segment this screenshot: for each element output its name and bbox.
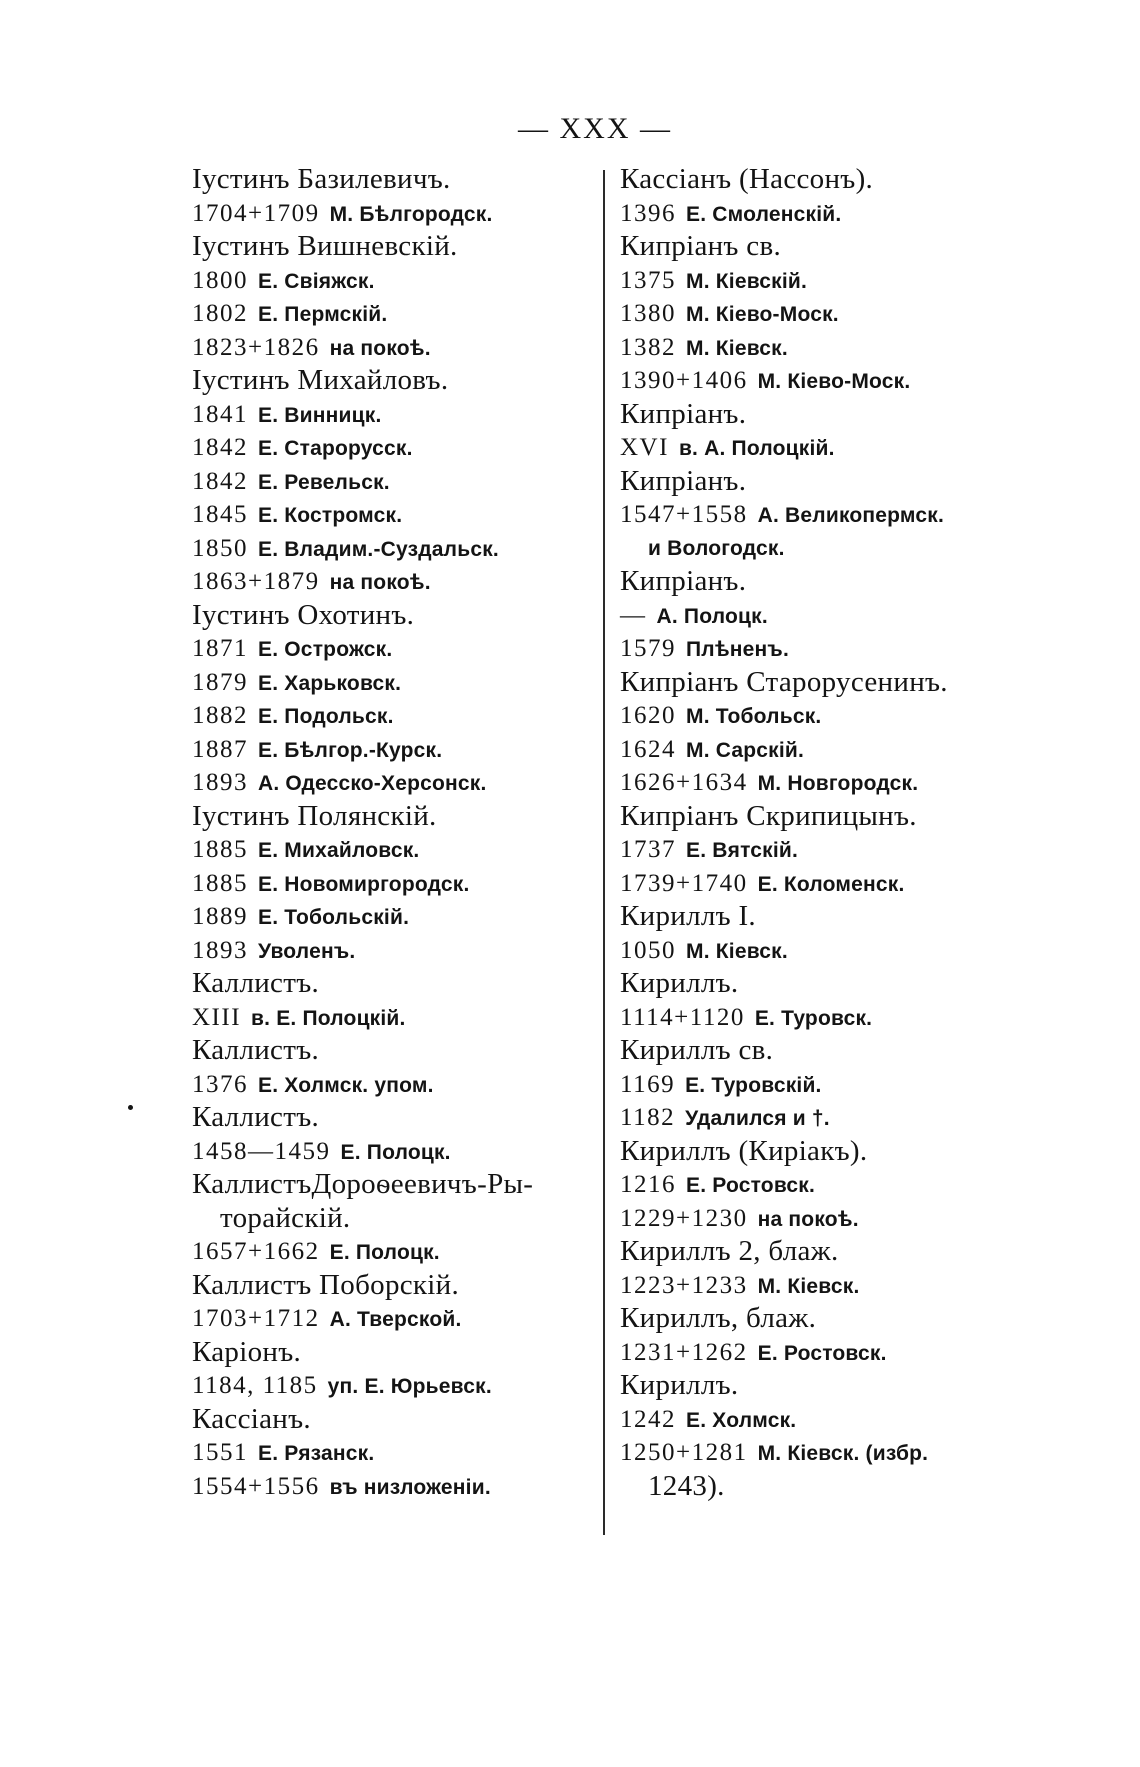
- entry-year: 1380: [620, 300, 676, 327]
- entry-year: 1223+1233: [620, 1271, 748, 1299]
- entry-detail: Е. Рязанск.: [258, 1442, 375, 1465]
- entry-detail: в. Е. Полоцкій.: [251, 1006, 406, 1030]
- entry-year: 1242: [620, 1405, 676, 1433]
- entry-year: 1800: [192, 266, 248, 294]
- entry-appointment: [192, 465, 592, 499]
- entry-name: Кириллъ 2, блаж.: [620, 1235, 839, 1267]
- entry-detail: Е. Михайловск.: [258, 839, 420, 862]
- entry-year: XIII: [192, 1003, 242, 1031]
- entry-detail: М. Кіевскій.: [686, 269, 808, 293]
- entry-detail: М. Тобольск.: [686, 705, 822, 728]
- entry-year: 1382: [620, 333, 676, 361]
- entry-year: XVI: [620, 434, 669, 461]
- entry-detail: М. Кіевск. (избр.: [757, 1442, 929, 1465]
- entry-name: Кириллъ св.: [620, 1034, 774, 1066]
- entry-appointment: [192, 666, 592, 700]
- entry-detail: Е. Смоленскій.: [686, 202, 842, 226]
- entry-detail: Е. Бѣлгор.-Курск.: [258, 738, 443, 762]
- entry-name: Каллистъ Поборскій.: [192, 1268, 460, 1301]
- entry-year: 1114+1120: [620, 1003, 745, 1031]
- entry-name: Іустинъ Вишневскій.: [192, 230, 458, 262]
- column-divider: [603, 170, 605, 1535]
- entry-year: 1624: [620, 735, 676, 763]
- entry-appointment: [620, 297, 1040, 331]
- entry-detail: Е. Ростовск.: [757, 1341, 887, 1365]
- entry-detail: М. Новгородск.: [757, 772, 919, 795]
- entry-year: 1376: [192, 1070, 248, 1098]
- entry-year: 1885: [192, 836, 248, 863]
- entry-detail: А. Полоцк.: [656, 604, 768, 628]
- entry-appointment: [620, 331, 1040, 365]
- entry-detail: М. Кіевск.: [686, 336, 788, 360]
- entry-year: 1375: [620, 266, 676, 294]
- entry-year: 1458—1459: [192, 1137, 331, 1165]
- entry-name: Іустинъ Охотинъ.: [192, 598, 415, 631]
- entry-appointment: [620, 1168, 1040, 1202]
- entry-appointment: [192, 331, 592, 365]
- entry-year: 1554+1556: [192, 1472, 320, 1500]
- entry-detail: Е. Владим.-Суздальск.: [258, 537, 499, 561]
- entry-appointment: [620, 867, 1040, 901]
- entry-appointment: [620, 766, 1040, 800]
- entry-year: 1231+1262: [620, 1338, 748, 1366]
- entry-name: Іустинъ Михайловъ.: [192, 364, 449, 396]
- entry-detail: М. Сарскій.: [686, 738, 805, 762]
- entry-appointment: [620, 1436, 1040, 1470]
- page-number: — XXX —: [518, 112, 672, 145]
- entry-year: 1620: [620, 702, 676, 729]
- entry-detail: М. Кіево-Моск.: [686, 303, 839, 326]
- entry-detail: Е. Старорусск.: [258, 437, 413, 460]
- entry-appointment: [620, 733, 1040, 767]
- entry-name: Каріонъ.: [192, 1335, 302, 1368]
- entry-detail: на покоѣ.: [757, 1207, 859, 1231]
- entry-appointment: [192, 1369, 592, 1403]
- entry-appointment: [620, 599, 1040, 633]
- entry-detail: Е. Новомиргородск.: [258, 872, 470, 896]
- entry-year: 1882: [192, 702, 248, 729]
- entry-detail: Е. Холмск. упом.: [258, 1073, 434, 1097]
- entry-name: Кипріанъ Старорусенинъ.: [620, 665, 948, 698]
- entry-appointment: [192, 1470, 592, 1504]
- entry-year: 1396: [620, 199, 676, 227]
- entry-appointment: [620, 699, 1040, 733]
- entry-appointment: [620, 632, 1040, 666]
- entry-name: Кипріанъ.: [620, 565, 747, 597]
- entry-year: 1704+1709: [192, 199, 320, 227]
- entry-detail: Е. Свіяжск.: [258, 269, 375, 293]
- left-column: [192, 163, 592, 1503]
- entry-name: Іустинъ Базилевичъ.: [192, 163, 451, 195]
- entry-detail: М. Кіевск.: [686, 939, 788, 963]
- entry-appointment: [192, 867, 592, 901]
- entry-detail: Е. Полоцк.: [329, 1241, 440, 1264]
- entry-name: Каллистъ.: [192, 1034, 320, 1066]
- entry-appointment-continuation: [620, 532, 1040, 566]
- entry-detail: Е. Ревельск.: [258, 470, 390, 494]
- entry-detail: Е. Полоцк.: [340, 1140, 451, 1164]
- entry-year: 1169: [620, 1070, 676, 1098]
- entry-detail: Е. Вятскій.: [686, 839, 799, 862]
- entry-year: 1842: [192, 467, 248, 495]
- entry-name-continuation: торайскій.: [220, 1201, 351, 1234]
- entry-year: 1841: [192, 400, 248, 428]
- entry-name: Каллистъ.: [192, 967, 320, 999]
- entry-detail: М. Кіевск.: [757, 1274, 860, 1298]
- entry-detail: Е. Тобольскій.: [258, 906, 410, 929]
- entry-detail: Уволенъ.: [258, 939, 356, 963]
- entry-appointment: [620, 1336, 1040, 1370]
- entry-appointment: [620, 431, 1040, 465]
- entry-detail: Удалился и †.: [685, 1107, 830, 1130]
- right-column: [620, 163, 1040, 1503]
- entry-year: 1823+1826: [192, 333, 320, 361]
- entry-appointment: [192, 1436, 592, 1470]
- entry-year: 1547+1558: [620, 501, 748, 528]
- entry-appointment: [620, 1269, 1040, 1303]
- entry-year: 1657+1662: [192, 1238, 320, 1265]
- entry-detail: Е. Харьковск.: [258, 671, 402, 695]
- entry-detail: А. Великопермск.: [757, 504, 944, 527]
- entry-detail: Е. Острожск.: [258, 638, 393, 661]
- entry-appointment: [192, 900, 592, 934]
- entry-appointment: [192, 1135, 592, 1169]
- entry-appointment: [620, 1001, 1040, 1035]
- entry-appointment: [192, 1068, 592, 1102]
- entry-name: Іустинъ Полянскій.: [192, 799, 437, 832]
- entry-year: 1842: [192, 434, 248, 461]
- entry-appointment: [192, 1302, 592, 1336]
- entry-detail: Плѣненъ.: [686, 638, 789, 661]
- entry-year: 1845: [192, 501, 248, 528]
- entry-year: 1229+1230: [620, 1204, 748, 1232]
- entry-appointment: [192, 733, 592, 767]
- entry-year: 1893: [192, 769, 248, 796]
- entry-year: 1182: [620, 1104, 676, 1131]
- entry-year: 1216: [620, 1171, 676, 1198]
- entry-detail: Е. Подольск.: [258, 705, 394, 728]
- entry-name: Кириллъ (Киріакъ).: [620, 1134, 868, 1167]
- entry-name: Кириллъ.: [620, 1369, 739, 1401]
- entry-year: 1889: [192, 903, 248, 930]
- entry-appointment: [192, 431, 592, 465]
- entry-year: 1184, 1185: [192, 1372, 318, 1399]
- entry-name: КаллистъДороѳеевичъ-Ры-: [192, 1168, 534, 1200]
- entry-detail: Е. Костромск.: [258, 504, 403, 527]
- entry-detail: М. Бѣлгородск.: [329, 202, 493, 226]
- entry-appointment: [192, 766, 592, 800]
- entry-appointment: [620, 934, 1040, 968]
- entry-detail: Е. Винницк.: [258, 403, 382, 427]
- entry-detail: М. Кіево-Моск.: [757, 370, 911, 393]
- entry-year: —: [620, 601, 647, 629]
- entry-detail: А. Тверской.: [329, 1308, 462, 1331]
- entry-year: 1250+1281: [620, 1439, 748, 1466]
- entry-appointment: [620, 264, 1040, 298]
- entry-year: 1893: [192, 936, 248, 964]
- entry-detail: въ низложеніи.: [329, 1475, 491, 1499]
- entry-appointment: [620, 1202, 1040, 1236]
- print-speck: [128, 1105, 133, 1110]
- entry-appointment: [192, 1235, 592, 1269]
- entry-year: 1739+1740: [620, 869, 748, 897]
- entry-appointment: [192, 398, 592, 432]
- entry-name: Кипріанъ Скрипицынъ.: [620, 799, 917, 832]
- entry-appointment: [620, 364, 1040, 398]
- entry-appointment: [620, 197, 1040, 231]
- entry-appointment: [192, 264, 592, 298]
- entry-appointment: [192, 833, 592, 867]
- entry-year: 1871: [192, 635, 248, 662]
- entry-name: Кипріанъ.: [620, 464, 747, 497]
- entry-appointment: [192, 1001, 592, 1035]
- entry-appointment: [620, 1068, 1040, 1102]
- entry-detail: Е. Холмск.: [686, 1408, 797, 1432]
- entry-detail: уп. Е. Юрьевск.: [327, 1375, 492, 1398]
- entry-year: 1887: [192, 735, 248, 763]
- entry-detail: Е. Туровскій.: [685, 1073, 822, 1097]
- entry-year: 1737: [620, 836, 676, 863]
- entry-appointment: [192, 532, 592, 566]
- entry-detail: Е. Ростовск.: [686, 1174, 816, 1197]
- entry-year: 1551: [192, 1439, 248, 1466]
- entry-detail: в. А. Полоцкій.: [678, 437, 835, 460]
- entry-name: Кассіанъ.: [192, 1402, 311, 1435]
- entry-appointment: [620, 1403, 1040, 1437]
- entry-appointment: [192, 297, 592, 331]
- entry-name: Кириллъ.: [620, 967, 739, 999]
- entry-name: Кириллъ I.: [620, 900, 756, 932]
- entry-appointment: [192, 632, 592, 666]
- entry-appointment: [192, 699, 592, 733]
- entry-year: 1390+1406: [620, 367, 748, 394]
- entry-year: 1050: [620, 936, 676, 964]
- entry-detail: Е. Туровск.: [754, 1006, 873, 1030]
- entry-appointment: [620, 498, 1040, 532]
- entry-appointment: [620, 1101, 1040, 1135]
- entry-name-continuation: 1243).: [648, 1469, 725, 1502]
- entry-detail: Е. Коломенск.: [757, 872, 905, 896]
- entry-appointment: [620, 833, 1040, 867]
- entry-year: 1850: [192, 534, 248, 562]
- entry-year: 1885: [192, 869, 248, 897]
- entry-year: 1579: [620, 635, 676, 662]
- entry-name: Кипріанъ св.: [620, 230, 781, 262]
- entry-year: 1626+1634: [620, 769, 748, 796]
- entry-appointment: [192, 197, 592, 231]
- entry-appointment: [192, 498, 592, 532]
- entry-appointment: [192, 934, 592, 968]
- entry-detail: и Вологодск.: [648, 536, 785, 560]
- entry-year: 1703+1712: [192, 1305, 320, 1332]
- entry-detail: на покоѣ.: [329, 336, 431, 360]
- entry-detail: Е. Пермскій.: [258, 303, 388, 326]
- entry-name: Кириллъ, блаж.: [620, 1302, 817, 1334]
- entry-name: Каллистъ.: [192, 1101, 320, 1133]
- entry-year: 1879: [192, 668, 248, 696]
- entry-detail: А. Одесско-Херсонск.: [258, 772, 487, 795]
- entry-detail: на покоѣ.: [329, 571, 431, 594]
- entry-appointment: [192, 565, 592, 599]
- entry-name: Кассіанъ (Нассонъ).: [620, 163, 874, 195]
- entry-year: 1863+1879: [192, 568, 320, 595]
- entry-year: 1802: [192, 300, 248, 327]
- entry-name: Кипріанъ.: [620, 397, 747, 430]
